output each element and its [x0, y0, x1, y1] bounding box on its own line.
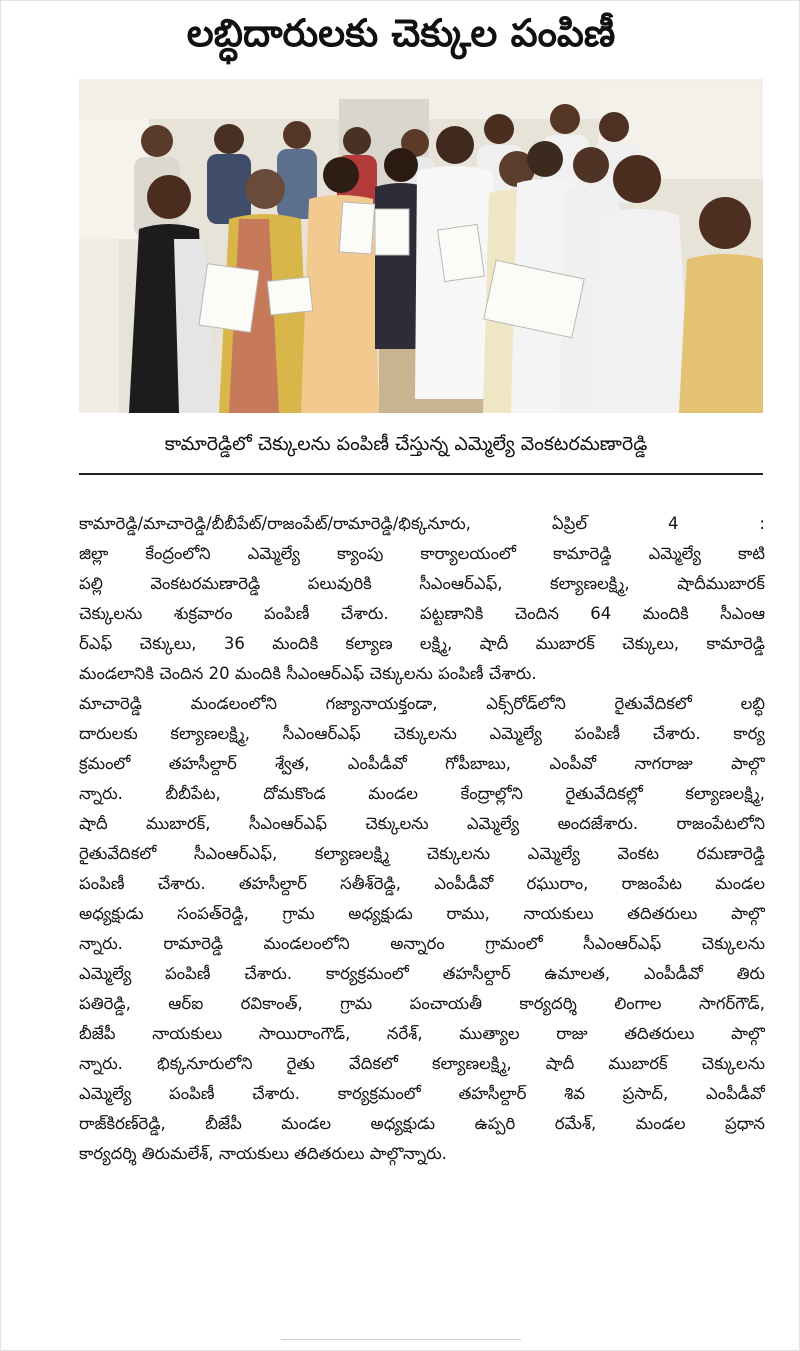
article-body — [79, 509, 765, 1169]
article-line: ర్ఎఫ్ చెక్కులు, 36 మందికి కల్యాణ లక్ష్మి, షాదీ ముబారక్ చెక్కులు, కామారెడ్డి — [79, 634, 765, 653]
article-line: పంపిణీ చేశారు. తహసీల్దార్ సతీశ్‌రెడ్డి, ఎంపీడీవో రఘురాం, రాజంపేట మండల — [79, 874, 765, 893]
article-line: న్నారు. రామారెడ్డి మండలంలోని అన్నారం గ్రామంలో సీఎంఆర్ఎఫ్ చెక్కులను — [79, 934, 765, 953]
article-line: న్నారు. భిక్కనూరులోని రైతు వేదికలో కల్యాణలక్ష్మి, షాదీ ముబారక్ చెక్కులను — [79, 1054, 765, 1073]
article-line: ఎమ్మెల్యే పంపిణీ చేశారు. కార్యక్రమంలో తహసీల్దార్ ఉమాలత, ఎంపీడీవో తిరు — [79, 964, 765, 983]
article-line: రైతువేదికలో సీఎంఆర్ఎఫ్, కల్యాణలక్ష్మి చెక్కులను ఎమ్మెల్యే వెంకట రమణారెడ్డి — [79, 844, 765, 863]
article-line: పల్లి వెంకటరమణారెడ్డి పలువురికి సీఎంఆర్ఎఫ్, కల్యాణలక్ష్మి, షాదీముబారక్ — [79, 574, 765, 593]
headline: లబ్ధిదారులకు చెక్కుల పంపిణీ — [186, 11, 616, 55]
article-line: దారులకు కల్యాణలక్ష్మి, సీఎంఆర్ఎఫ్ చెక్కులను ఎమ్మెల్యే పంపిణీ చేశారు. కార్య — [79, 724, 765, 743]
clipping-edge — [281, 1339, 521, 1350]
article-line: చెక్కులను శుక్రవారం పంపిణీ చేశారు. పట్టణానికి చెందిన 64 మందికి సీఎంఆ — [79, 604, 765, 623]
article-line: న్నారు. బీబీపేట, దోమకొండ మండల కేంద్రాల్లోని రైతువేదికల్లో కల్యాణలక్ష్మి, — [79, 784, 765, 803]
article-line: రాజ్‌కిరణ్‌రెడ్డి, బీజేపీ మండల అధ్యక్షుడు ఉప్పరి రమేశ్, మండల ప్రధాన — [79, 1114, 765, 1133]
article-line: షాదీ ముబారక్, సీఎంఆర్ఎఫ్ చెక్కులను ఎమ్మెల్యే అందజేశారు. రాజంపేటలోని — [79, 814, 765, 833]
caption-divider — [79, 473, 763, 475]
news-photo — [79, 79, 763, 413]
article-line: మాచారెడ్డి మండలంలోని గజ్యానాయక్తండా, ఎక్స్‌రోడ్‌లోని రైతువేదికలో లబ్ధి — [79, 694, 765, 713]
article-line: క్రమంలో తహసీల్దార్ శ్వేత, ఎంపీడీవో గోపీబాబు, ఎంపీవో నాగరాజు పాల్గొ — [79, 754, 765, 773]
article-line: అధ్యక్షుడు సంపత్‌రెడ్డి, గ్రామ అధ్యక్షుడు రాము, నాయకులు తదితరులు పాల్గొ — [79, 904, 765, 923]
article-line: కామారెడ్డి/మాచారెడ్డి/బీబీపేట్/రాజంపేట్/రామారెడ్డి/భిక్కనూరు, ఏప్రిల్ 4 : — [79, 514, 765, 533]
group-photo-icon — [79, 79, 763, 413]
article-line: పతిరెడ్డి, ఆర్ఐ రవికాంత్, గ్రామ పంచాయతీ కార్యదర్శి లింగాల సాగర్‌గౌడ్, — [79, 994, 765, 1013]
article-line: బీజేపీ నాయకులు సాయిరాంగౌడ్, నరేశ్, ముత్యాల రాజు తదితరులు పాల్గొ — [79, 1024, 765, 1043]
photo-caption: కామారెడ్డిలో చెక్కులను పంపిణీ చేస్తున్న ఎమ్మెల్యే వెంకటరమణారెడ్డి — [164, 433, 648, 455]
article-line: మండలానికి చెందిన 20 మందికి సీఎంఆర్ఎఫ్ చెక్కులను పంపిణీ చేశారు. — [79, 664, 537, 683]
article-line: జిల్లా కేంద్రంలోని ఎమ్మెల్యే క్యాంపు కార్యాలయంలో కామారెడ్డి ఎమ్మెల్యే కాటి — [79, 544, 765, 563]
article-line: ఎమ్మెల్యే పంపిణీ చేశారు. కార్యక్రమంలో తహసీల్దార్ శివ ప్రసాద్, ఎంపీడీవో — [79, 1084, 765, 1103]
article-line: కార్యదర్శి తిరుమలేశ్, నాయకులు తదితరులు పాల్గొన్నారు. — [79, 1144, 447, 1163]
